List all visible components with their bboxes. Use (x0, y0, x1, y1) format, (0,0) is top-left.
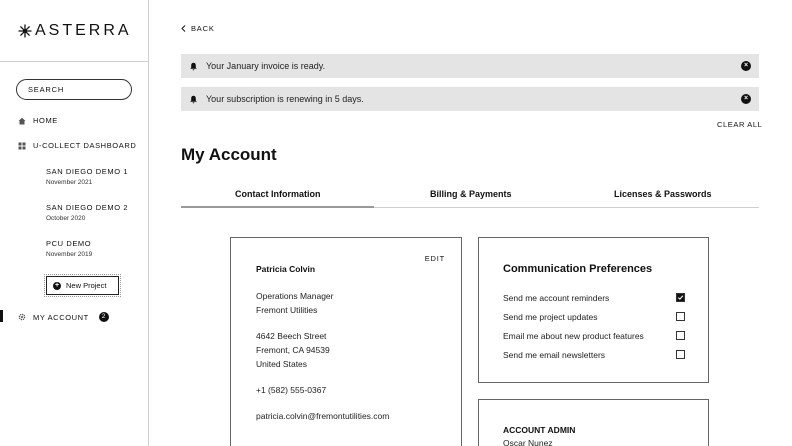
notification-banner (181, 54, 759, 78)
notification-text: Your subscription is renewing in 5 days. (206, 94, 364, 104)
tab-billing-payments[interactable]: Billing & Payments (430, 189, 512, 199)
preference-label: Send me account reminders (503, 293, 610, 303)
checkbox[interactable] (676, 293, 685, 302)
project-item[interactable] (46, 239, 92, 258)
edit-button[interactable]: EDIT (424, 254, 445, 263)
page-title: My Account (181, 145, 277, 164)
new-project-label: New Project (66, 281, 107, 290)
close-icon[interactable]: × (741, 61, 751, 71)
contact-name: Patricia Colvin (256, 264, 316, 274)
preference-row (503, 293, 685, 303)
active-tab-indicator (181, 206, 374, 208)
checkmark-icon (677, 294, 684, 301)
sidebar-item-label: HOME (33, 116, 58, 125)
notification-text: Your January invoice is ready. (206, 61, 326, 71)
notification-banner (181, 87, 759, 111)
project-item[interactable] (46, 203, 128, 222)
search-input[interactable]: SEARCH (16, 79, 132, 100)
checkbox[interactable] (676, 331, 685, 340)
bell-icon (189, 95, 198, 104)
active-indicator (0, 310, 3, 322)
tab-licenses-passwords[interactable]: Licenses & Passwords (614, 189, 712, 199)
contact-company: Fremont Utilities (256, 305, 318, 315)
project-name: SAN DIEGO DEMO 2 (46, 203, 129, 212)
preference-label: Send me project updates (503, 312, 598, 322)
contact-card (230, 237, 462, 446)
preference-label: Send me email newsletters (503, 350, 606, 360)
project-item[interactable] (46, 167, 128, 186)
back-link[interactable] (181, 24, 215, 33)
account-admin-card (478, 399, 709, 446)
contact-country: United States (256, 359, 308, 369)
preference-label: Email me about new product features (503, 331, 644, 341)
contact-city: Fremont, CA 94539 (256, 345, 330, 355)
logo-text: ASTERRA (35, 22, 132, 39)
project-date: November 2019 (46, 251, 93, 258)
contact-phone: +1 (582) 555-0367 (256, 385, 327, 395)
sidebar-item-label: U-COLLECT DASHBOARD (33, 141, 137, 150)
gear-icon (18, 313, 26, 321)
grid-icon (18, 142, 26, 150)
home-icon (18, 117, 26, 125)
plus-icon: + (54, 281, 60, 289)
sidebar-divider (0, 61, 148, 62)
sidebar-item-my-account[interactable] (18, 312, 109, 322)
preferences-title: Communication Preferences (503, 263, 653, 275)
chevron-left-icon (181, 25, 186, 32)
checkbox[interactable] (676, 312, 685, 321)
contact-street: 4642 Beech Street (256, 331, 327, 341)
admin-name: Oscar Nunez (503, 438, 553, 446)
project-name: SAN DIEGO DEMO 1 (46, 167, 129, 176)
project-date: October 2020 (46, 215, 86, 222)
notification-count-badge: 2 (99, 312, 109, 322)
sidebar-item-dashboard[interactable] (18, 141, 136, 150)
starburst-logo-icon (18, 24, 32, 38)
checkbox[interactable] (676, 350, 685, 359)
admin-title: ACCOUNT ADMIN (503, 425, 576, 435)
bell-icon (189, 62, 198, 71)
close-icon[interactable]: × (741, 94, 751, 104)
preference-row (503, 331, 685, 341)
preference-row (503, 312, 685, 322)
project-name: PCU DEMO (46, 239, 92, 248)
tab-contact-information[interactable]: Contact Information (235, 189, 321, 199)
sidebar-item-home[interactable] (18, 116, 58, 125)
contact-job-title: Operations Manager (256, 291, 334, 301)
communication-preferences-card (478, 237, 709, 383)
sidebar-item-label: MY ACCOUNT (33, 312, 89, 322)
contact-email: patricia.colvin@fremontutilities.com (256, 411, 390, 421)
clear-all-button[interactable]: CLEAR ALL (717, 120, 763, 129)
tab-bar (181, 186, 759, 208)
new-project-button[interactable] (46, 276, 119, 295)
preference-row (503, 350, 685, 360)
project-date: November 2021 (46, 179, 93, 186)
sidebar (0, 0, 149, 446)
back-label: BACK (191, 24, 215, 33)
logo[interactable] (18, 22, 132, 40)
